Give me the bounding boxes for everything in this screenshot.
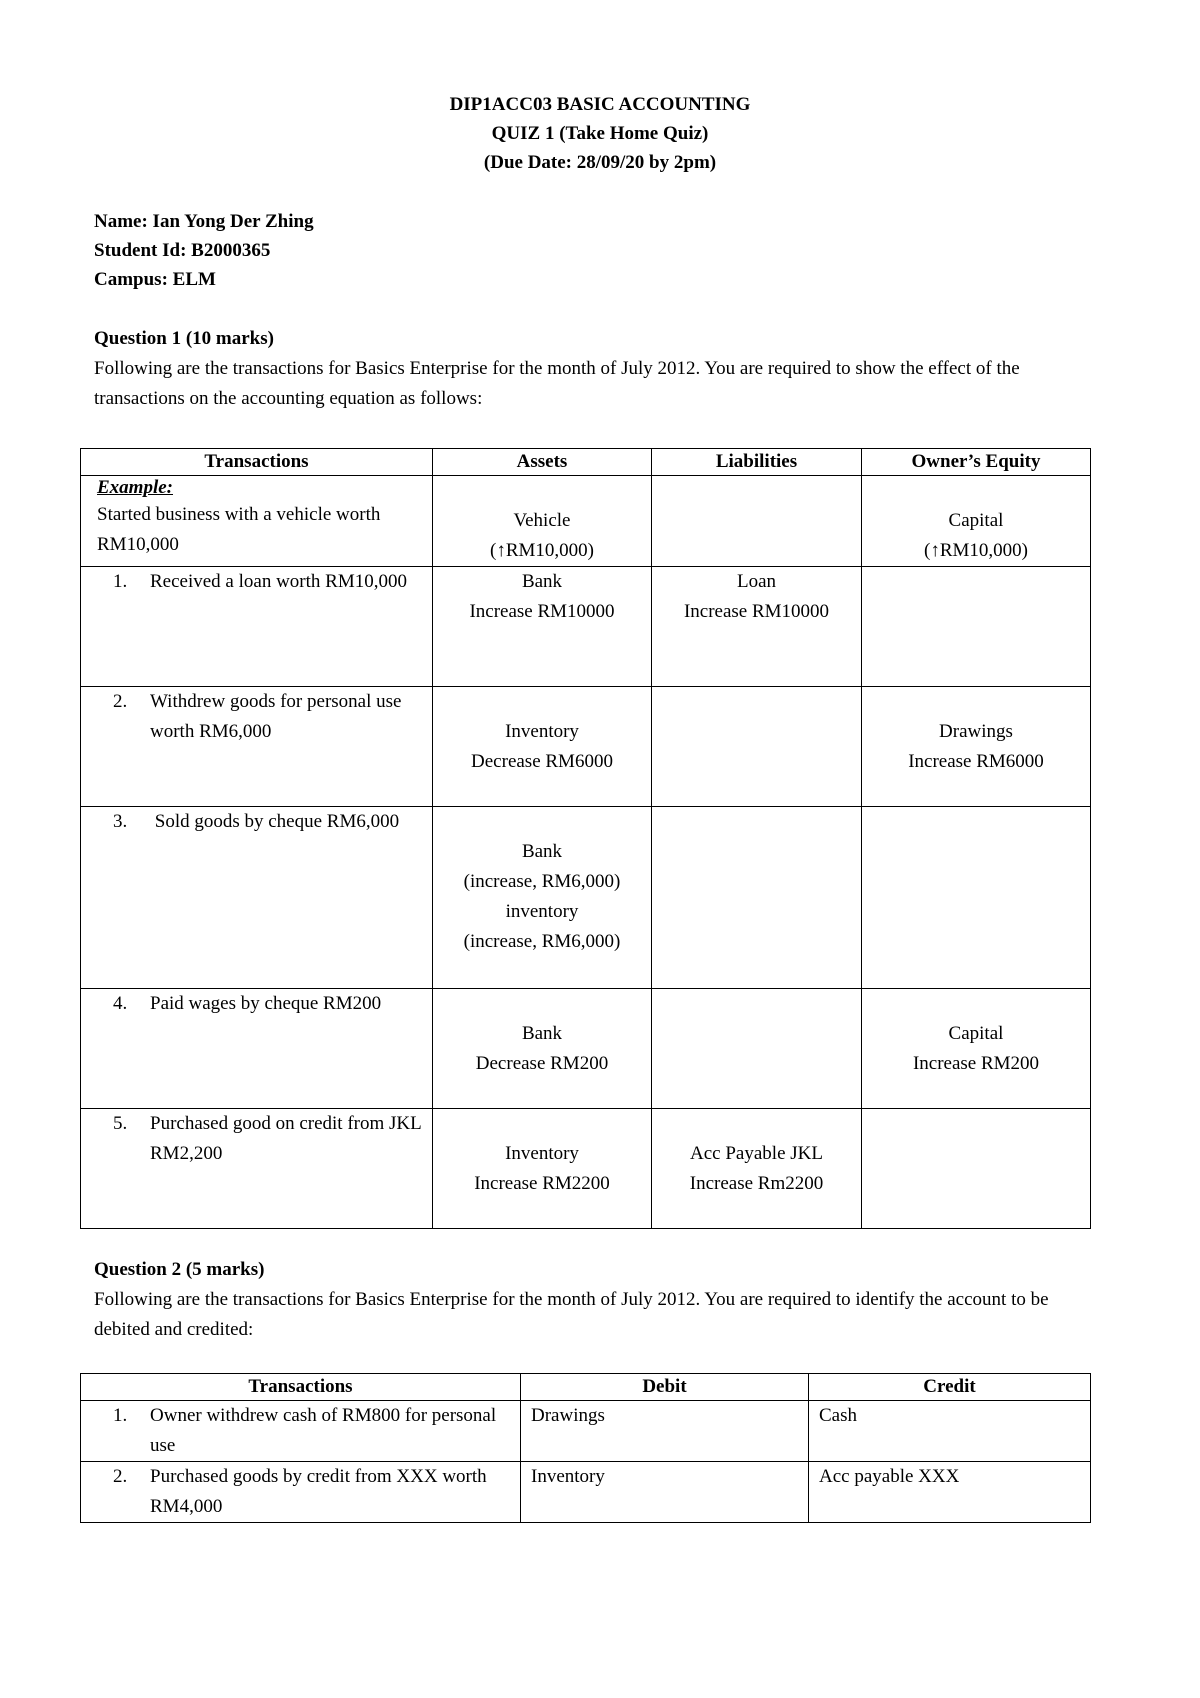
student-name: Name: Ian Yong Der Zhing bbox=[94, 211, 314, 232]
q2-col-credit: Credit bbox=[809, 1374, 1091, 1401]
transaction-cell bbox=[81, 807, 433, 989]
q2-col-transactions: Transactions bbox=[81, 1374, 521, 1401]
assets-line: Decrease RM6000 bbox=[471, 751, 613, 772]
q1-col-equity: Owner’s Equity bbox=[862, 449, 1091, 476]
transaction-text: Purchased goods by credit from XXX worth RM4,000 bbox=[150, 1466, 487, 1517]
example-liabilities bbox=[652, 476, 862, 567]
q1-col-assets: Assets bbox=[433, 449, 652, 476]
assets-cell bbox=[433, 1109, 652, 1229]
equity-line: Increase RM200 bbox=[912, 1053, 1040, 1074]
example-equity-line: Capital bbox=[948, 510, 1004, 531]
q2-col-debit: Debit bbox=[521, 1374, 809, 1401]
liabilities-line: Increase RM10000 bbox=[683, 601, 830, 622]
row-number: 5. bbox=[113, 1113, 128, 1134]
row-number: 2. bbox=[113, 1466, 128, 1487]
q1-instructions: Following are the transactions for Basics Enterprise for the month of July 2012. You are required to show the effect of the transactions on the accounting equation as follows: bbox=[94, 358, 1020, 409]
equity-cell bbox=[862, 567, 1091, 687]
q1-header-row bbox=[81, 449, 1091, 476]
q1-table bbox=[80, 448, 1091, 1229]
equity-line: Capital bbox=[948, 1023, 1004, 1044]
table-row bbox=[81, 687, 1091, 807]
assets-line: Inventory bbox=[505, 721, 579, 742]
transaction-cell bbox=[81, 567, 433, 687]
due-date: (Due Date: 28/09/20 by 2pm) bbox=[483, 152, 717, 173]
equity-line: Increase RM6000 bbox=[908, 751, 1044, 772]
liabilities-cell bbox=[652, 687, 862, 807]
example-assets bbox=[433, 476, 652, 567]
liabilities-cell bbox=[652, 807, 862, 989]
transaction-text: Paid wages by cheque RM200 bbox=[150, 993, 382, 1014]
assets-cell bbox=[433, 567, 652, 687]
example-assets-line: Vehicle bbox=[513, 510, 571, 531]
assets-cell bbox=[433, 687, 652, 807]
equity-cell bbox=[862, 807, 1091, 989]
row-number: 3. bbox=[113, 811, 128, 832]
example-equity bbox=[862, 476, 1091, 567]
example-transaction: Started business with a vehicle worth RM10,000 bbox=[97, 504, 381, 555]
transaction-cell bbox=[81, 1462, 521, 1523]
transaction-text: Received a loan worth RM10,000 bbox=[150, 571, 407, 592]
q1-col-transactions: Transactions bbox=[81, 449, 433, 476]
equity-cell bbox=[862, 1109, 1091, 1229]
assets-line: (increase, RM6,000) bbox=[463, 871, 621, 892]
assets-cell bbox=[433, 989, 652, 1109]
quiz-title: QUIZ 1 (Take Home Quiz) bbox=[491, 123, 709, 144]
transaction-text: Owner withdrew cash of RM800 for personal use bbox=[150, 1405, 497, 1456]
transaction-cell bbox=[81, 687, 433, 807]
assets-line: Increase RM2200 bbox=[474, 1173, 610, 1194]
row-number: 4. bbox=[113, 993, 128, 1014]
example-cell bbox=[81, 476, 433, 567]
assets-line: Bank bbox=[521, 841, 563, 862]
table-row bbox=[81, 1462, 1091, 1523]
q2-instructions: Following are the transactions for Basics Enterprise for the month of July 2012. You are required to identify the account to be debited and credited: bbox=[94, 1289, 1049, 1340]
liabilities-cell bbox=[652, 1109, 862, 1229]
liabilities-line: Increase Rm2200 bbox=[689, 1173, 824, 1194]
transaction-cell bbox=[81, 989, 433, 1109]
assets-line: Increase RM10000 bbox=[469, 601, 615, 622]
table-row bbox=[81, 1109, 1091, 1229]
transaction-text: Purchased good on credit from JKL RM2,200 bbox=[150, 1113, 422, 1164]
table-row bbox=[81, 1401, 1091, 1462]
assets-line: (increase, RM6,000) bbox=[463, 931, 621, 952]
debit-cell: Drawings bbox=[521, 1401, 809, 1462]
liabilities-line: Acc Payable JKL bbox=[690, 1143, 823, 1164]
assets-line: Bank bbox=[521, 571, 563, 592]
q2-table bbox=[80, 1373, 1091, 1523]
credit-cell: Acc payable XXX bbox=[809, 1462, 1091, 1523]
q1-example-row bbox=[81, 476, 1091, 567]
example-equity-line: (↑RM10,000) bbox=[924, 540, 1028, 561]
row-number: 1. bbox=[113, 1405, 128, 1426]
equity-line: Drawings bbox=[939, 721, 1013, 742]
liabilities-line: Loan bbox=[736, 571, 777, 592]
campus: Campus: ELM bbox=[94, 269, 216, 290]
equity-cell bbox=[862, 989, 1091, 1109]
example-label: Example: bbox=[97, 477, 173, 498]
transaction-text: Sold goods by cheque RM6,000 bbox=[150, 811, 400, 832]
example-assets-line: (↑RM10,000) bbox=[490, 540, 594, 561]
liabilities-cell bbox=[652, 989, 862, 1109]
row-number: 1. bbox=[113, 571, 128, 592]
transaction-cell bbox=[81, 1401, 521, 1462]
student-id: Student Id: B2000365 bbox=[94, 240, 271, 261]
q2-title: Question 2 (5 marks) bbox=[94, 1259, 265, 1280]
q1-col-liabilities: Liabilities bbox=[652, 449, 862, 476]
transaction-cell bbox=[81, 1109, 433, 1229]
liabilities-cell bbox=[652, 567, 862, 687]
q1-title: Question 1 (10 marks) bbox=[94, 328, 274, 349]
assets-line: Decrease RM200 bbox=[475, 1053, 609, 1074]
course-title: DIP1ACC03 BASIC ACCOUNTING bbox=[449, 94, 751, 115]
table-row bbox=[81, 567, 1091, 687]
q2-header-row bbox=[81, 1374, 1091, 1401]
credit-cell: Cash bbox=[809, 1401, 1091, 1462]
table-row bbox=[81, 807, 1091, 989]
assets-cell bbox=[433, 807, 652, 989]
equity-cell bbox=[862, 687, 1091, 807]
row-number: 2. bbox=[113, 691, 128, 712]
assets-line: Bank bbox=[521, 1023, 563, 1044]
transaction-text: Withdrew goods for personal use worth RM6,000 bbox=[150, 691, 402, 742]
assets-line: Inventory bbox=[505, 1143, 579, 1164]
assets-line: inventory bbox=[505, 901, 579, 922]
debit-cell: Inventory bbox=[521, 1462, 809, 1523]
table-row bbox=[81, 989, 1091, 1109]
